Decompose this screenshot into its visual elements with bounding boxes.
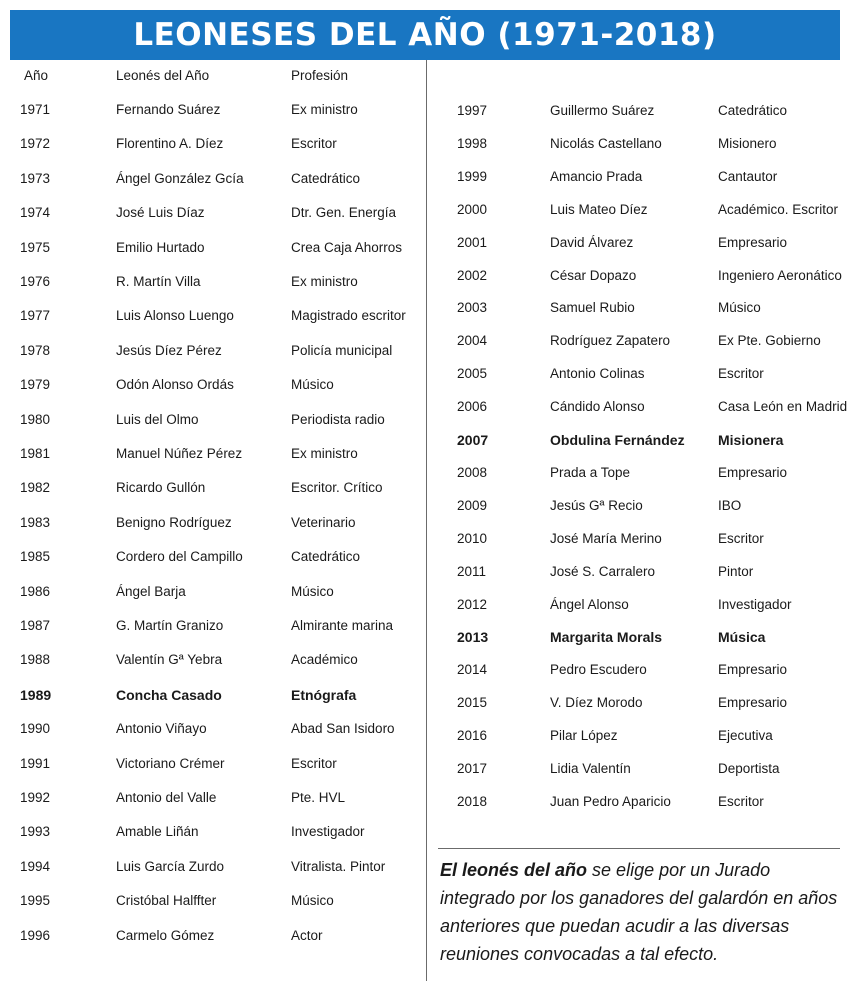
profession-cell: Músico — [291, 377, 334, 393]
footnote-text: se elige por un Jurado integrado por los ganadores del galardón en años anteriores que puedan acudir a las diversas reuniones convocadas a tal efecto. — [440, 860, 838, 964]
header-profession: Profesión — [291, 68, 349, 83]
profession-cell: Periodista radio — [291, 411, 385, 427]
header-year: Año — [24, 68, 49, 83]
year-cell: 1973 — [20, 170, 51, 186]
year-cell: 1978 — [20, 342, 51, 358]
name-cell: Prada a Tope — [550, 464, 631, 480]
name-cell: Amancio Prada — [550, 168, 643, 184]
name-cell: Antonio Colinas — [550, 366, 645, 382]
profession-cell: Ex ministro — [291, 274, 358, 289]
profession-cell: Académico — [291, 652, 358, 668]
profession-cell: Escritor — [291, 136, 337, 152]
year-cell: 2008 — [457, 464, 488, 480]
year-cell: 1992 — [20, 790, 51, 805]
name-cell: Rodríguez Zapatero — [550, 333, 671, 349]
profession-cell: Ex ministro — [291, 446, 358, 461]
profession-cell: Músico — [291, 893, 334, 909]
year-cell: 1980 — [20, 411, 51, 427]
year-cell: 1988 — [20, 652, 51, 668]
name-cell: Cándido Alonso — [550, 399, 645, 415]
name-cell: Luis del Olmo — [116, 411, 199, 427]
header-name: Leonés del Año — [116, 68, 210, 83]
year-cell: 2017 — [457, 761, 488, 776]
year-cell: 1986 — [20, 583, 51, 599]
profession-cell: Música — [718, 629, 766, 646]
year-cell: 2000 — [457, 201, 488, 217]
year-cell: 1987 — [20, 618, 51, 633]
year-cell: 1997 — [457, 103, 488, 118]
profession-cell: Empresario — [718, 662, 788, 678]
year-cell: 1975 — [20, 239, 51, 255]
name-cell: Victoriano Crémer — [116, 755, 225, 771]
profession-cell: Deportista — [718, 761, 780, 776]
year-cell: 1990 — [20, 721, 51, 737]
name-cell: R. Martín Villa — [116, 274, 201, 289]
name-cell: Ángel González Gcía — [116, 170, 244, 186]
year-cell: 2009 — [457, 497, 488, 513]
name-cell: Antonio Viñayo — [116, 721, 207, 737]
year-cell: 1994 — [20, 858, 51, 874]
profession-cell: Veterinario — [291, 514, 356, 530]
name-cell: G. Martín Granizo — [116, 618, 224, 633]
name-cell: Luis Alonso Luengo — [116, 308, 234, 324]
profession-cell: Actor — [291, 927, 323, 943]
name-cell: Florentino A. Díez — [116, 136, 224, 152]
name-cell: Amable Liñán — [116, 824, 199, 840]
year-cell: 1996 — [20, 927, 51, 943]
name-cell: Manuel Núñez Pérez — [116, 446, 243, 461]
name-cell: Luis García Zurdo — [116, 858, 225, 874]
profession-cell: Cantautor — [718, 168, 778, 184]
name-cell: Concha Casado — [116, 686, 222, 703]
name-cell: Valentín Gª Yebra — [116, 652, 223, 668]
profession-cell: Músico — [718, 300, 761, 316]
name-cell: Margarita Morals — [550, 629, 663, 646]
name-cell: David Álvarez — [550, 234, 634, 250]
name-cell: V. Díez Morodo — [550, 695, 643, 711]
name-cell: Fernando Suárez — [116, 102, 221, 117]
name-cell: César Dopazo — [550, 267, 637, 283]
name-cell: José S. Carralero — [550, 563, 656, 579]
column-divider — [426, 60, 427, 981]
name-cell: Ángel Alonso — [550, 596, 629, 612]
year-cell: 2007 — [457, 432, 489, 448]
name-cell: Jesús Díez Pérez — [116, 342, 222, 358]
name-cell: Lidia Valentín — [550, 761, 631, 776]
year-cell: 1991 — [20, 755, 51, 771]
name-cell: Samuel Rubio — [550, 300, 635, 316]
year-cell: 2002 — [457, 267, 488, 283]
profession-cell: Escritor — [718, 793, 764, 809]
profession-cell: Empresario — [718, 464, 788, 480]
year-cell: 2012 — [457, 596, 488, 612]
profession-cell: Abad San Isidoro — [291, 721, 395, 737]
year-cell: 2005 — [457, 366, 488, 382]
page-title: LEONESES DEL AÑO (1971-2018) — [10, 10, 840, 60]
year-cell: 2006 — [457, 399, 488, 415]
profession-cell: Investigador — [291, 824, 365, 840]
profession-cell: Catedrático — [291, 170, 361, 186]
year-cell: 2001 — [457, 234, 488, 250]
profession-cell: IBO — [718, 497, 742, 513]
year-cell: 2018 — [457, 793, 488, 809]
footnote-emphasis: El leonés del año — [440, 860, 588, 880]
profession-cell: Ejecutiva — [718, 728, 773, 744]
name-cell: Jesús Gª Recio — [550, 497, 643, 513]
year-cell: 1995 — [20, 893, 51, 909]
profession-cell: Misionero — [718, 135, 777, 151]
year-cell: 2015 — [457, 695, 488, 711]
profession-cell: Escritor — [718, 530, 764, 546]
year-cell: 1976 — [20, 274, 51, 289]
name-cell: José María Merino — [550, 530, 662, 546]
name-cell: Juan Pedro Aparicio — [550, 793, 671, 809]
year-cell: 1993 — [20, 824, 51, 840]
year-cell: 2010 — [457, 530, 488, 546]
year-cell: 1977 — [20, 308, 51, 324]
profession-cell: Crea Caja Ahorros — [291, 239, 403, 255]
year-cell: 1998 — [457, 135, 488, 151]
year-cell: 1981 — [20, 446, 51, 461]
profession-cell: Escritor — [718, 366, 764, 382]
name-cell: Cordero del Campillo — [116, 549, 243, 565]
name-cell: Odón Alonso Ordás — [116, 377, 234, 393]
name-cell: Ángel Barja — [116, 583, 186, 599]
year-cell: 1983 — [20, 514, 51, 530]
profession-cell: Académico. Escritor — [718, 201, 839, 217]
year-cell: 2004 — [457, 333, 488, 349]
profession-cell: Empresario — [718, 234, 788, 250]
profession-cell: Dtr. Gen. Energía — [291, 205, 397, 221]
profession-cell: Empresario — [718, 695, 788, 711]
profession-cell: Investigador — [718, 596, 792, 612]
name-cell: Carmelo Gómez — [116, 927, 215, 943]
year-cell: 2014 — [457, 662, 488, 678]
profession-cell: Magistrado escritor — [291, 308, 406, 324]
name-cell: Pedro Escudero — [550, 662, 647, 678]
profession-cell: Vitralista. Pintor — [291, 858, 386, 874]
profession-cell: Músico — [291, 583, 334, 599]
year-cell: 1985 — [20, 549, 51, 565]
footnote — [440, 856, 842, 968]
note-divider — [438, 848, 840, 849]
year-cell: 1999 — [457, 168, 488, 184]
year-cell: 1989 — [20, 686, 52, 703]
year-cell: 2011 — [457, 563, 487, 579]
name-cell: Ricardo Gullón — [116, 480, 206, 496]
name-cell: Luis Mateo Díez — [550, 201, 648, 217]
name-cell: Antonio del Valle — [116, 790, 217, 805]
name-cell: Guillermo Suárez — [550, 103, 655, 118]
name-cell: Benigno Rodríguez — [116, 514, 232, 530]
profession-cell: Almirante marina — [291, 618, 394, 633]
profession-cell: Catedrático — [718, 103, 788, 118]
year-cell: 1979 — [20, 377, 51, 393]
profession-cell: Misionera — [718, 432, 784, 448]
profession-cell: Ex Pte. Gobierno — [718, 333, 821, 349]
year-cell: 1972 — [20, 136, 51, 152]
year-cell: 1971 — [20, 102, 51, 117]
profession-cell: Pintor — [718, 563, 754, 579]
profession-cell: Catedrático — [291, 549, 361, 565]
name-cell: Obdulina Fernández — [550, 432, 685, 448]
profession-cell: Ex ministro — [291, 102, 358, 117]
year-cell: 1974 — [20, 205, 51, 221]
name-cell: Emilio Hurtado — [116, 239, 205, 255]
year-cell: 2003 — [457, 300, 488, 316]
profession-cell: Escritor — [291, 755, 337, 771]
year-cell: 2013 — [457, 629, 489, 646]
year-cell: 1982 — [20, 480, 51, 496]
name-cell: José Luis Díaz — [116, 205, 205, 221]
year-cell: 2016 — [457, 728, 488, 744]
profession-cell: Escritor. Crítico — [291, 480, 383, 496]
profession-cell: Ingeniero Aeronático — [718, 267, 842, 283]
name-cell: Pilar López — [550, 728, 618, 744]
name-cell: Nicolás Castellano — [550, 135, 662, 151]
profession-cell: Etnógrafa — [291, 686, 357, 703]
profession-cell: Policía municipal — [291, 342, 393, 358]
profession-cell: Pte. HVL — [291, 790, 346, 805]
profession-cell: Casa León en Madrid — [718, 399, 848, 415]
name-cell: Cristóbal Halffter — [116, 893, 217, 909]
